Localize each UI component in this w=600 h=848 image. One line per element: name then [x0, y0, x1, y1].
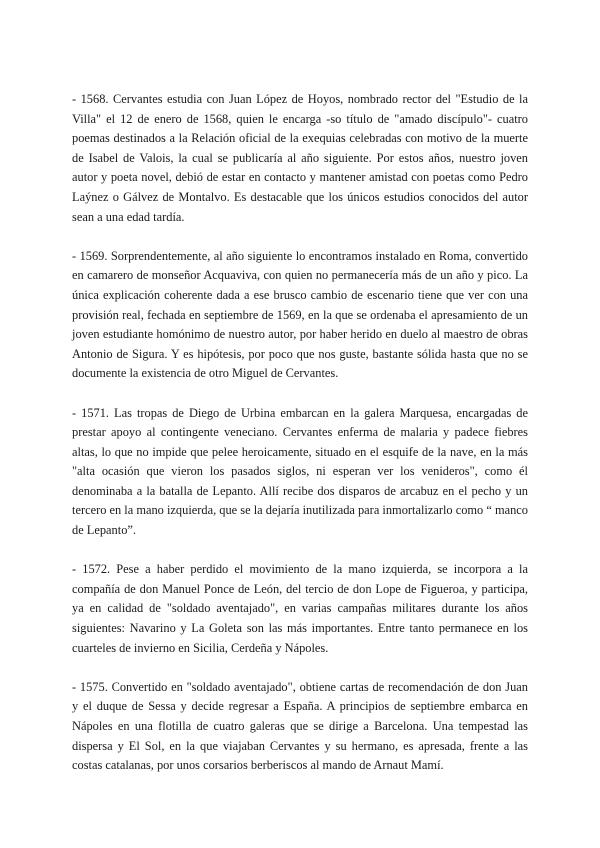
paragraph-1569: - 1569. Sorprendentemente, al año siguiente lo encontramos instalado en Roma, convertido en camarero de monseñor Acquaviva, con quien no permanecería más de un año y pico. La única explicación coherente dada a ese brusco cambio de escenario tiene que ver con una provisión real, fechada en septiembre de 1569, en la que se ordenaba el apresamiento de un joven estudiante homónimo de nuestro autor, por haber herido en duelo al maestro de obras Antonio de Sigura. Y es hipótesis, por poco que nos guste, bastante sólida hasta que no se documente la existencia de otro Miguel de Cervantes.: [72, 248, 528, 381]
paragraph-1572: - 1572. Pese a haber perdido el movimiento de la mano izquierda, se incorpora a la compañía de don Manuel Ponce de León, del tercio de don Lope de Figueroa, y participa, ya en calidad de "soldado aventajado", en varias campañas militares durante los años siguientes: Navarino y La Goleta son las más importantes. Entre tanto permanece en los cuarteles de invierno en Sicilia, Cerdeña y Nápoles.: [72, 562, 528, 655]
document-page: [72, 90, 528, 795]
paragraph-1568: - 1568. Cervantes estudia con Juan López de Hoyos, nombrado rector del "Estudio de la Villa" el 12 de enero de 1568, quien le encarga -so título de "amado discípulo"- cuatro poemas destinados a la Relación oficial de la exequias celebradas con motivo de la muerte de Isabel de Valois, la cual se publicaría al año siguiente. Por estos años, nuestro joven autor y poeta novel, debió de estar en contacto y mantener amistad con poetas como Pedro Laýnez o Gálvez de Montalvo. Es destacable que los únicos estudios conocidos del autor sean a una edad tardía.: [72, 92, 528, 224]
paragraph-1575: - 1575. Convertido en "soldado aventajado", obtiene cartas de recomendación de don Juan y el duque de Sessa y decide regresar a España. A principios de septiembre embarca en Nápoles en una flotilla de cuatro galeras que se dirige a Barcelona. Una tempestad las dispersa y El Sol, en la que viajaban Cervantes y su hermano, es apresada, frente a las costas catalanas, por unos corsarios berberiscos al mando de Arnaut Mamí.: [72, 679, 528, 773]
paragraph-1571: - 1571. Las tropas de Diego de Urbina embarcan en la galera Marquesa, encargadas de prestar apoyo al contingente veneciano. Cervantes enferma de malaria y padece fiebres altas, lo que no impide que pelee heroicamente, situado en el esquife de la nave, en la más "alta ocasión que vieron los pasados siglos, ni esperan ver los venideros", como él denominaba a la batalla de Lepanto. Allí recibe dos disparos de arcabuz en el pecho y un tercero en la mano izquierda, que se la dejaría inutilizada para inmortalizarlo como “ manco de Lepanto”.: [72, 405, 528, 538]
